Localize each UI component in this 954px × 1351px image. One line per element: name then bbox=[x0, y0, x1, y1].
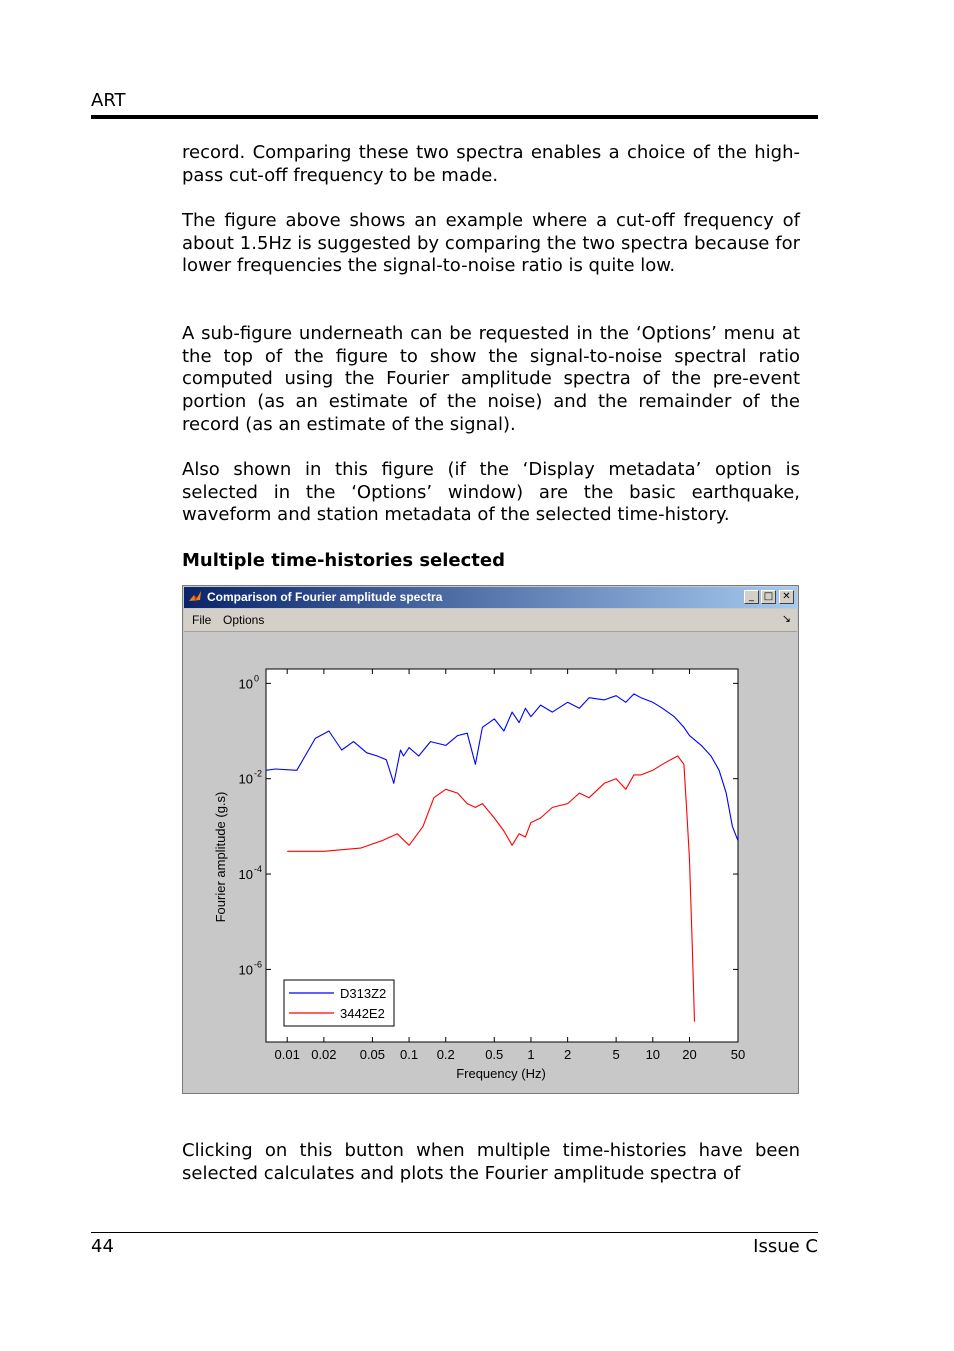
paragraph-1: record. Comparing these two spectra enables a choice of the high-pass cut-off frequency to be made. bbox=[182, 142, 800, 186]
x-tick-label: 0.02 bbox=[311, 1047, 337, 1062]
x-tick-label: 0.5 bbox=[485, 1047, 504, 1062]
x-tick-label: 5 bbox=[612, 1047, 620, 1062]
matlab-figure-window bbox=[182, 585, 799, 1094]
paragraph-4: Also shown in this figure (if the ‘Display metadata’ option is selected in the ‘Options’ window) are the basic earthquake, waveform and station metadata of the selected time-history. bbox=[182, 459, 800, 526]
y-axis-label: Fourier amplitude (g.s) bbox=[213, 791, 228, 923]
legend-label-1: D313Z2 bbox=[340, 986, 387, 1001]
x-axis-label: Frequency (Hz) bbox=[456, 1066, 546, 1081]
paragraph-3: A sub-figure underneath can be requested in the ‘Options’ menu at the top of the figure to show the signal-to-noise spectral ratio computed using the Fourier amplitude spectra of the pre-event portion (as an estimate of the noise) and the remainder of the record (as an estimate of the signal). bbox=[182, 323, 800, 435]
x-tick-label: 2 bbox=[564, 1047, 572, 1062]
y-tick-label: 10 bbox=[238, 676, 253, 692]
window-title: Comparison of Fourier amplitude spectra bbox=[207, 590, 443, 604]
paragraph-5: Clicking on this button when multiple time-histories have been selected calculates and plots the Fourier amplitude spectra of bbox=[182, 1140, 800, 1184]
x-tick-label: 50 bbox=[730, 1047, 746, 1062]
y-tick-label: 10 bbox=[238, 962, 253, 978]
dock-arrow-icon[interactable]: ↘ bbox=[781, 612, 791, 625]
page-number: 44 bbox=[91, 1236, 114, 1257]
x-tick-label: 0.05 bbox=[359, 1047, 386, 1062]
x-tick-label: 20 bbox=[682, 1047, 697, 1062]
y-tick-label: 10 bbox=[238, 867, 253, 883]
header-rule bbox=[91, 115, 818, 119]
x-tick-label: 10 bbox=[645, 1047, 661, 1062]
x-tick-label: 1 bbox=[527, 1047, 535, 1062]
spectra-chart bbox=[183, 632, 798, 1092]
menu-options[interactable]: Options bbox=[223, 613, 265, 627]
y-tick-exponent: 0 bbox=[254, 673, 260, 684]
paragraph-2: The figure above shows an example where a cut-off frequency of about 1.5Hz is suggested by comparing the two spectra because for lower frequencies the signal-to-noise ratio is quite low. bbox=[182, 210, 800, 277]
window-titlebar[interactable] bbox=[184, 587, 797, 608]
menu-file[interactable]: File bbox=[192, 613, 212, 627]
footer-rule bbox=[91, 1232, 818, 1233]
x-tick-label: 0.01 bbox=[274, 1047, 300, 1062]
matlab-logo-icon bbox=[188, 590, 202, 604]
maximize-button[interactable]: □ bbox=[761, 590, 776, 604]
close-button[interactable]: ✕ bbox=[779, 590, 794, 604]
menubar bbox=[184, 609, 797, 632]
header-title: ART bbox=[91, 90, 126, 111]
x-tick-label: 0.1 bbox=[400, 1047, 419, 1062]
y-tick-exponent: -6 bbox=[254, 959, 263, 970]
issue-label: Issue C bbox=[753, 1236, 818, 1257]
minimize-button[interactable]: _ bbox=[744, 590, 759, 604]
y-tick-exponent: -4 bbox=[254, 864, 263, 875]
legend bbox=[284, 980, 394, 1026]
section-heading: Multiple time-histories selected bbox=[182, 550, 505, 571]
y-tick-exponent: -2 bbox=[254, 768, 263, 779]
legend-label-2: 3442E2 bbox=[340, 1006, 385, 1021]
x-tick-label: 0.2 bbox=[436, 1047, 455, 1062]
y-tick-label: 10 bbox=[238, 771, 253, 787]
